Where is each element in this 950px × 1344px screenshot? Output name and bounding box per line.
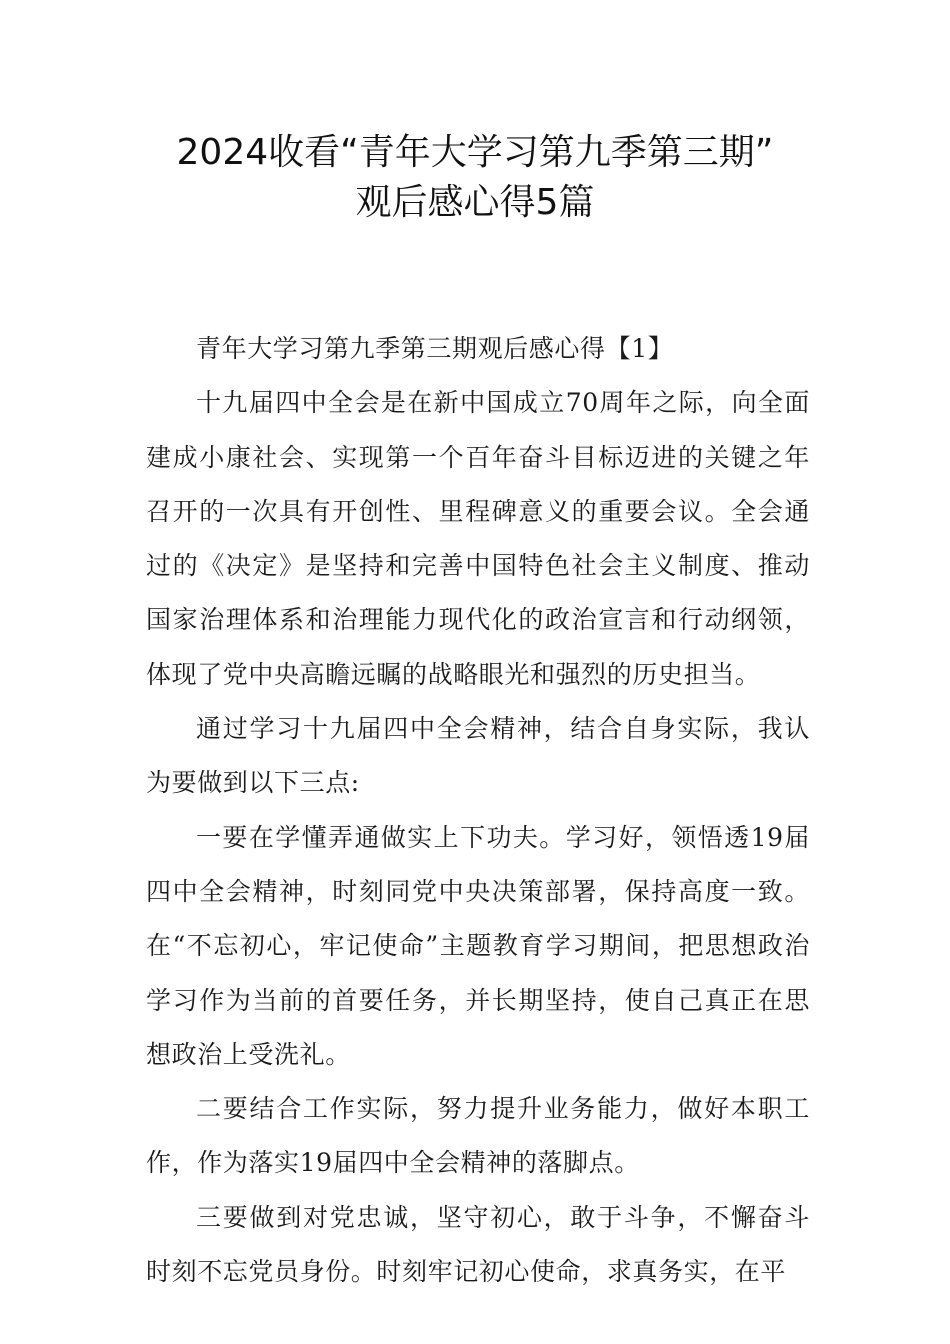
body-paragraph: 一要在学懂弄通做实上下功夫。学习好，领悟透19届四中全会精神，时刻同党中央决策部署，保持高度一致。在“不忘初心，牢记使命”主题教育学习期间，把思想政治学习作为当前的首要任务，并长期坚持，使自己真正在思想政治上受洗礼。 [146, 822, 810, 1069]
body-paragraph: 通过学习十九届四中全会精神，结合自身实际，我认为要做到以下三点: [146, 714, 810, 798]
document-title-line-1: 2024收看“青年大学习第九季第三期” [176, 132, 774, 173]
body-paragraph: 十九届四中全会是在新中国成立70周年之际，向全面建成小康社会、实现第一个百年奋斗目标迈进的关键之年召开的一次具有开创性、里程碑意义的重要会议。全会通过的《决定》是坚持和完善中国特色社会主义制度、推动国家治理体系和治理能力现代化的政治宣言和行动纲领，体现了党中央高瞻远瞩的战略眼光和强烈的历史担当。 [146, 388, 810, 689]
document-title-line-2: 观后感心得5篇 [355, 182, 595, 223]
document-body [146, 322, 810, 1299]
section-heading: 青年大学习第九季第三期观后感心得【1】 [196, 334, 674, 363]
body-paragraph: 二要结合工作实际，努力提升业务能力，做好本职工作，作为落实19届四中全会精神的落脚点。 [146, 1094, 810, 1178]
body-paragraph: 三要做到对党忠诚，坚守初心，敢于斗争，不懈奋斗时刻不忘党员身份。时刻牢记初心使命，求真务实，在平 [146, 1202, 810, 1287]
